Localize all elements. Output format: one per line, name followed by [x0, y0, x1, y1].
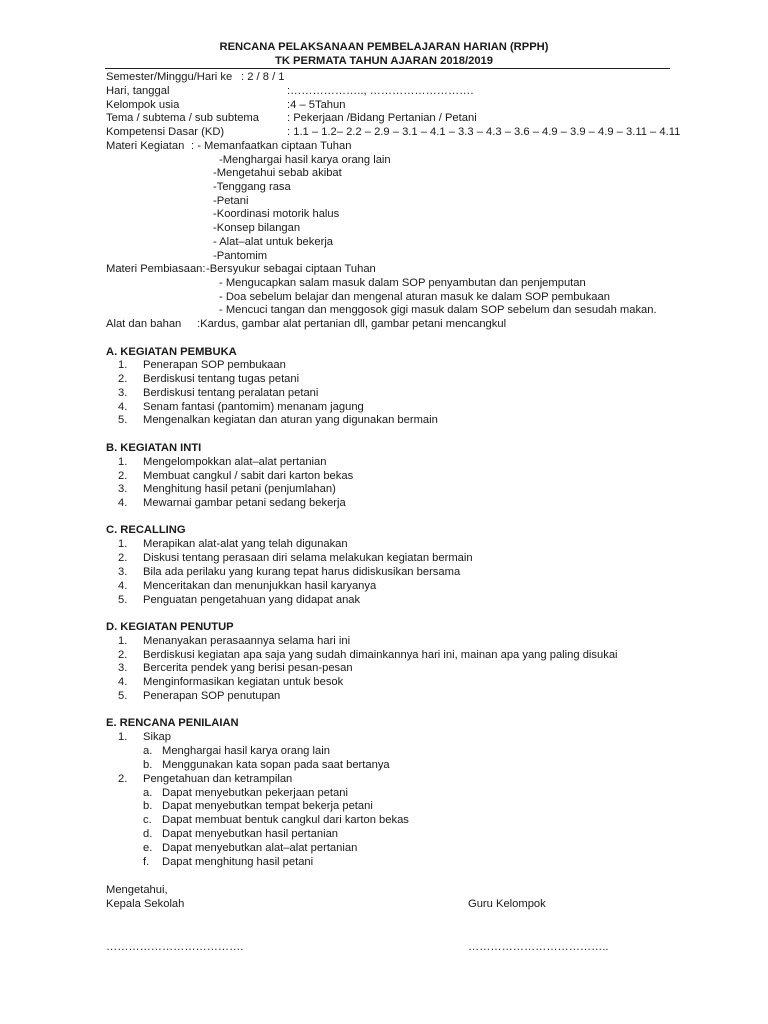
section-b-title: B. KEGIATAN INTI [106, 442, 202, 454]
document-page: RENCANA PELAKSANAAN PEMBELAJARAN HARIAN (RPPH) TK PERMATA TAHUN AJARAN 2018/2019 Semester/Minggu/Hari ke : 2 / 8 / 1 Hari, tanggal :……………….., ………………………. Kelompok usia :4 – 5Tahun Tema / subtema / sub subtema : Pekerjaan /Bidang Pertanian / Petani Kompetensi Dasar (KD) : 1.1 – 1.2– 2.2 – 2.9 – 3.1 – 4.1 – 3.3 – 4.3 – 3.6 – 4.9 – 3.9 – 4.9 – 3.11 – 4.11 Materi Kegiatan : - Memanfaatkan ciptaan Tuhan -Menghargai hasil karya orang lain -Mengetahui sebab akibat -Tenggang rasa -Petani -Koordinasi motorik halus -Konsep bilangan - Alat–alat untuk bekerja -Pantomim Materi Pembiasaan: -Bersyukur sebagai ciptaan Tuhan - Mengucapkan salam masuk dalam SOP penyambutan dan penjemputan - Doa sebelum belajar dan mengenal aturan masuk ke dalam SOP pembukaan - Mencuci tangan dan menggosok gigi masuk dalam SOP sebelum dan sesudah makan. Alat dan bahan :Kardus, gambar alat pertanian dll, gambar petani mencangkul A. KEGIATAN PEMBUKA 1. Penerapan SOP pembukaan 2. Berdiskusi tentang tugas petani 3. Berdiskusi tentang peralatan petani 4. Senam fantasi (pantomim) menanam jagung 5. Mengenalkan kegiatan dan aturan yang digunakan bermain B. KEGIATAN INTI 1. Mengelompokkan alat–alat pertanian 2. Membuat cangkul / sabit dari karton bekas 3. Menghitung hasil petani (penjumlahan) 4. Mewarnai gambar petani sedang bekerja C. RECALLING 1. Merapikan alat-alat yang telah digunakan 2. Diskusi tentang perasaan diri selama melakukan kegiatan bermain 3. Bila ada perilaku yang kurang tepat harus didiskusikan bersama 4. Menceritakan dan menunjukkan hasil karyanya 5. Penguatan pengetahuan yang didapat anak D. KEGIATAN PENUTUP 1. Menanyakan perasaannya selama hari ini 2. Berdiskusi kegiatan apa saja yang sudah dimainkannya hari ini, mainan apa yang paling disukai 3. Bercerita pendek yang berisi pesan-pesan 4. Menginformasikan kegiatan untuk besok 5. Penerapan SOP penutupan E. RENCANA PENILAIAN 1. Sikap a. Menghargai hasil karya orang lain b. Menggunakan kata sopan pada saat bertanya 2. Pengetahuan dan ketrampilan a. Dapat menyebutkan pekerjaan petani b. Dapat menyebutkan tempat bekerja petani c. Dapat membuat bentuk cangkul dari karton bekas d. Dapat menyebutkan hasil pertanian e. Dapat menyebutkan alat–alat pertanian f. Dapat menghitung hasil petani Mengetahui, Kepala Sekolah Guru Kelompok ………………………………. ……………………………….. [0, 0, 768, 1024]
section-e-title: E. RENCANA PENILAIAN [106, 717, 239, 729]
kd-label: Kompetensi Dasar (KD) [106, 126, 225, 138]
alat-value: :Kardus, gambar alat pertanian dll, gambar petani mencangkul [197, 318, 507, 330]
semester-value: : 2 / 8 / 1 [241, 71, 285, 83]
section-a-title: A. KEGIATAN PEMBUKA [106, 346, 237, 358]
pembiasaan-item: - Mencuci tangan dan menggosok gigi masuk dalam SOP sebelum dan sesudah makan. [219, 304, 657, 316]
kd-value: : 1.1 – 1.2– 2.2 – 2.9 – 3.1 – 4.1 – 3.3 – 4.3 – 3.6 – 4.9 – 3.9 – 4.9 – 3.11 – 4.11 [287, 126, 681, 138]
pembiasaan-first: -Bersyukur sebagai ciptaan Tuhan [206, 263, 376, 275]
materi-item: -Pantomim [213, 250, 268, 262]
signature-line-left: ………………………………. [106, 941, 244, 953]
pembiasaan-item: - Mengucapkan salam masuk dalam SOP penyambutan dan penjemputan [219, 277, 586, 289]
materi-item: -Koordinasi motorik halus [213, 208, 340, 220]
kelompok-value: :4 – 5Tahun [287, 99, 346, 111]
materi-item: -Menghargai hasil karya orang lain [219, 154, 391, 166]
tema-label: Tema / subtema / sub subtema [106, 112, 259, 124]
section-d-title: D. KEGIATAN PENUTUP [106, 621, 234, 633]
kelompok-label: Kelompok usia [106, 99, 180, 111]
hari-value: :……………….., ………………………. [287, 85, 474, 97]
pembiasaan-label: Materi Pembiasaan: [106, 263, 206, 275]
tema-value: : Pekerjaan /Bidang Pertanian / Petani [287, 112, 477, 124]
materi-item: -Tenggang rasa [213, 181, 291, 193]
materi-item: -Mengetahui sebab akibat [213, 167, 342, 179]
hari-label: Hari, tanggal [106, 85, 170, 97]
header-divider [105, 68, 670, 69]
materi-item: -Konsep bilangan [213, 222, 301, 234]
signature-line-right: ……………………………….. [468, 941, 609, 953]
materi-item: -Petani [213, 195, 249, 207]
guru-kelompok-label: Guru Kelompok [468, 898, 546, 910]
mengetahui-label: Mengetahui, [106, 884, 168, 896]
pembiasaan-item: - Doa sebelum belajar dan mengenal aturan masuk ke dalam SOP pembukaan [219, 291, 610, 303]
materi-item: - Alat–alat untuk bekerja [213, 236, 334, 248]
section-c-title: C. RECALLING [106, 524, 186, 536]
document-subtitle: TK PERMATA TAHUN AJARAN 2018/2019 [275, 55, 493, 67]
materi-first: : - Memanfaatkan ciptaan Tuhan [191, 140, 352, 152]
materi-label: Materi Kegiatan [106, 140, 185, 152]
kepala-sekolah-label: Kepala Sekolah [106, 898, 185, 910]
semester-label: Semester/Minggu/Hari ke [106, 71, 233, 83]
alat-label: Alat dan bahan [106, 318, 182, 330]
document-title: RENCANA PELAKSANAAN PEMBELAJARAN HARIAN (RPPH) [219, 41, 549, 53]
